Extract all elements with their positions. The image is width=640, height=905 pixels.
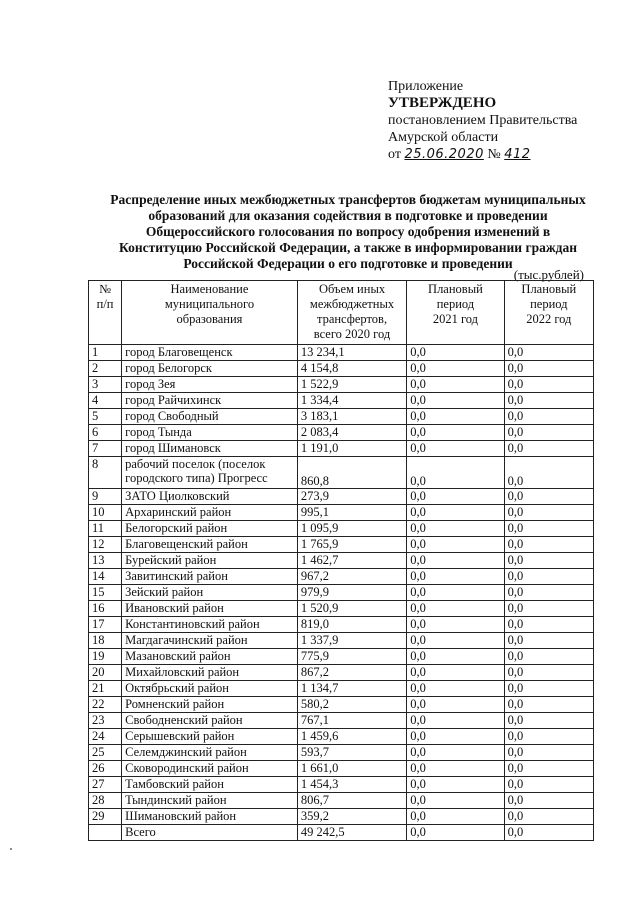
header-volume: Объем иных межбюджетных трансфертов, всего 2020 год [297,281,406,345]
row-volume-2020: 995,1 [297,505,406,521]
row-municipality: Бурейский район [122,553,298,569]
title-line: Общероссийского голосования по вопросу одобрения изменений в [145,224,551,239]
row-plan-2021: 0,0 [407,601,504,617]
row-plan-2021: 0,0 [407,393,504,409]
row-volume-2020: 359,2 [297,809,406,825]
row-plan-2022: 0,0 [504,537,593,553]
row-number: 1 [89,345,122,361]
row-plan-2021: 0,0 [407,761,504,777]
number-prefix: № [487,147,501,162]
scan-speck [10,848,12,850]
row-municipality: город Райчихинск [122,393,298,409]
row-municipality: Тамбовский район [122,777,298,793]
row-plan-2022: 0,0 [504,633,593,649]
header-plan-2021: Плановый период 2021 год [407,281,504,345]
row-municipality: Селемджинский район [122,745,298,761]
row-plan-2022: 0,0 [504,809,593,825]
row-plan-2021: 0,0 [407,457,504,489]
units-label: (тыс.рублей) [513,267,584,282]
table-row [89,697,594,713]
row-volume-2020: 1 661,0 [297,761,406,777]
table-row [89,681,594,697]
row-volume-2020: 3 183,1 [297,409,406,425]
row-volume-2020: 1 459,6 [297,729,406,745]
table-row [89,425,594,441]
row-municipality: Мазановский район [122,649,298,665]
row-municipality: рабочий поселок (поселок городского типа) Прогресс [122,457,298,489]
table-row [89,409,594,425]
table-row [89,633,594,649]
row-number: 27 [89,777,122,793]
row-plan-2021: 0,0 [407,505,504,521]
row-plan-2021: 0,0 [407,665,504,681]
table-row [89,665,594,681]
row-plan-2022: 0,0 [504,649,593,665]
row-volume-2020: 979,9 [297,585,406,601]
row-plan-2022: 0,0 [504,617,593,633]
row-plan-2021: 0,0 [407,745,504,761]
table-row [89,729,594,745]
total-volume-2020: 49 242,5 [297,825,406,841]
row-number: 21 [89,681,122,697]
row-number: 22 [89,697,122,713]
row-volume-2020: 1 095,9 [297,521,406,537]
row-plan-2022: 0,0 [504,393,593,409]
total-label: Всего [122,825,298,841]
approved-label: УТВЕРЖДЕНО [388,95,497,111]
row-number: 11 [89,521,122,537]
row-plan-2022: 0,0 [504,729,593,745]
row-municipality: город Зея [122,377,298,393]
row-municipality: Магдагачинский район [122,633,298,649]
row-number: 6 [89,425,122,441]
appendix-label: Приложение [388,79,464,94]
row-number: 18 [89,633,122,649]
table-row [89,377,594,393]
row-municipality: Сковородинский район [122,761,298,777]
title-line: Распределение иных межбюджетных трансфертов бюджетам муниципальных [110,192,586,207]
row-volume-2020: 867,2 [297,665,406,681]
header-name: Наименование муниципального образования [122,281,298,345]
row-plan-2022: 0,0 [504,361,593,377]
row-plan-2022: 0,0 [504,521,593,537]
row-volume-2020: 860,8 [297,457,406,489]
row-volume-2020: 4 154,8 [297,361,406,377]
row-volume-2020: 593,7 [297,745,406,761]
row-municipality: ЗАТО Циолковский [122,489,298,505]
row-plan-2021: 0,0 [407,729,504,745]
row-volume-2020: 1 454,3 [297,777,406,793]
row-plan-2021: 0,0 [407,713,504,729]
row-volume-2020: 273,9 [297,489,406,505]
row-number: 28 [89,793,122,809]
row-plan-2022: 0,0 [504,377,593,393]
row-plan-2022: 0,0 [504,457,593,489]
row-number: 13 [89,553,122,569]
row-plan-2021: 0,0 [407,425,504,441]
row-municipality: Благовещенский район [122,537,298,553]
row-plan-2022: 0,0 [504,489,593,505]
table-row [89,761,594,777]
row-number: 19 [89,649,122,665]
row-plan-2022: 0,0 [504,569,593,585]
row-plan-2022: 0,0 [504,697,593,713]
row-volume-2020: 580,2 [297,697,406,713]
row-plan-2022: 0,0 [504,505,593,521]
row-municipality: Завитинский район [122,569,298,585]
table-row [89,393,594,409]
row-plan-2021: 0,0 [407,809,504,825]
row-plan-2022: 0,0 [504,441,593,457]
row-volume-2020: 1 462,7 [297,553,406,569]
row-number: 25 [89,745,122,761]
row-plan-2021: 0,0 [407,489,504,505]
row-plan-2022: 0,0 [504,745,593,761]
row-number: 14 [89,569,122,585]
row-volume-2020: 967,2 [297,569,406,585]
row-volume-2020: 1 520,9 [297,601,406,617]
row-plan-2021: 0,0 [407,697,504,713]
row-plan-2022: 0,0 [504,553,593,569]
row-plan-2022: 0,0 [504,585,593,601]
total-empty-cell [89,825,122,841]
row-plan-2022: 0,0 [504,345,593,361]
table-row [89,601,594,617]
row-number: 17 [89,617,122,633]
row-municipality: Шимановский район [122,809,298,825]
row-plan-2021: 0,0 [407,409,504,425]
table-header-row [89,281,594,345]
row-municipality: Тындинский район [122,793,298,809]
row-plan-2021: 0,0 [407,585,504,601]
row-volume-2020: 2 083,4 [297,425,406,441]
table-row [89,441,594,457]
row-number: 26 [89,761,122,777]
table-row [89,345,594,361]
row-municipality: Зейский район [122,585,298,601]
total-plan-2022: 0,0 [504,825,593,841]
date-prefix: от [388,147,401,162]
row-volume-2020: 1 334,4 [297,393,406,409]
table-total-row [89,825,594,841]
table-row [89,809,594,825]
row-volume-2020: 819,0 [297,617,406,633]
title-line: Конституцию Российской Федерации, а также в информировании граждан [119,240,577,255]
row-volume-2020: 1 134,7 [297,681,406,697]
title-line: образований для оказания содействия в подготовке и проведении [148,208,548,223]
table-row [89,649,594,665]
row-municipality: Ромненский район [122,697,298,713]
row-municipality: Михайловский район [122,665,298,681]
row-volume-2020: 767,1 [297,713,406,729]
row-municipality: Архаринский район [122,505,298,521]
row-volume-2020: 1 522,9 [297,377,406,393]
row-plan-2021: 0,0 [407,617,504,633]
table-row [89,713,594,729]
row-plan-2021: 0,0 [407,777,504,793]
transfers-table [88,280,594,841]
row-municipality: Серышевский район [122,729,298,745]
total-plan-2021: 0,0 [407,825,504,841]
row-number: 7 [89,441,122,457]
row-plan-2021: 0,0 [407,377,504,393]
row-volume-2020: 775,9 [297,649,406,665]
row-plan-2021: 0,0 [407,553,504,569]
row-municipality: город Благовещенск [122,345,298,361]
row-volume-2020: 806,7 [297,793,406,809]
row-municipality: Белогорский район [122,521,298,537]
table-row [89,777,594,793]
row-municipality: город Белогорск [122,361,298,377]
row-plan-2021: 0,0 [407,537,504,553]
title-line: Российской Федерации о его подготовке и проведении [183,256,513,271]
row-municipality: город Свободный [122,409,298,425]
row-plan-2021: 0,0 [407,521,504,537]
row-municipality: Свободненский район [122,713,298,729]
table-row [89,585,594,601]
table-row [89,537,594,553]
row-plan-2021: 0,0 [407,361,504,377]
row-plan-2022: 0,0 [504,601,593,617]
handwritten-date: 25.06.2020 [404,147,484,162]
row-number: 24 [89,729,122,745]
row-number: 2 [89,361,122,377]
row-plan-2022: 0,0 [504,665,593,681]
row-plan-2022: 0,0 [504,425,593,441]
row-plan-2021: 0,0 [407,793,504,809]
handwritten-number: 412 [504,147,531,162]
row-volume-2020: 13 234,1 [297,345,406,361]
table-row [89,457,594,489]
row-plan-2022: 0,0 [504,713,593,729]
row-plan-2022: 0,0 [504,761,593,777]
row-number: 29 [89,809,122,825]
document-title [100,192,596,272]
row-number: 15 [89,585,122,601]
table-row [89,617,594,633]
row-plan-2021: 0,0 [407,569,504,585]
row-municipality: город Шимановск [122,441,298,457]
row-plan-2021: 0,0 [407,681,504,697]
table-row [89,745,594,761]
region-label: Амурской области [388,130,499,145]
header-plan-2022: Плановый период 2022 год [504,281,593,345]
header-num: № п/п [89,281,122,345]
date-number-line [388,146,628,163]
table-row [89,521,594,537]
table-row [89,553,594,569]
row-number: 4 [89,393,122,409]
row-municipality: Константиновский район [122,617,298,633]
row-plan-2021: 0,0 [407,441,504,457]
row-municipality: Октябрьский район [122,681,298,697]
row-volume-2020: 1 765,9 [297,537,406,553]
row-plan-2022: 0,0 [504,681,593,697]
row-number: 5 [89,409,122,425]
row-municipality: Ивановский район [122,601,298,617]
row-volume-2020: 1 191,0 [297,441,406,457]
table-row [89,569,594,585]
row-number: 9 [89,489,122,505]
row-plan-2021: 0,0 [407,633,504,649]
row-number: 23 [89,713,122,729]
row-plan-2022: 0,0 [504,777,593,793]
resolution-label: постановлением Правительства [388,113,578,128]
row-number: 3 [89,377,122,393]
table-row [89,793,594,809]
row-plan-2021: 0,0 [407,345,504,361]
row-plan-2022: 0,0 [504,793,593,809]
table-row [89,489,594,505]
table-row [89,505,594,521]
table-row [89,361,594,377]
row-number: 20 [89,665,122,681]
row-number: 16 [89,601,122,617]
row-plan-2022: 0,0 [504,409,593,425]
row-plan-2021: 0,0 [407,649,504,665]
row-number: 8 [89,457,122,489]
row-municipality: город Тында [122,425,298,441]
row-number: 12 [89,537,122,553]
approval-block [388,78,628,163]
row-volume-2020: 1 337,9 [297,633,406,649]
row-number: 10 [89,505,122,521]
